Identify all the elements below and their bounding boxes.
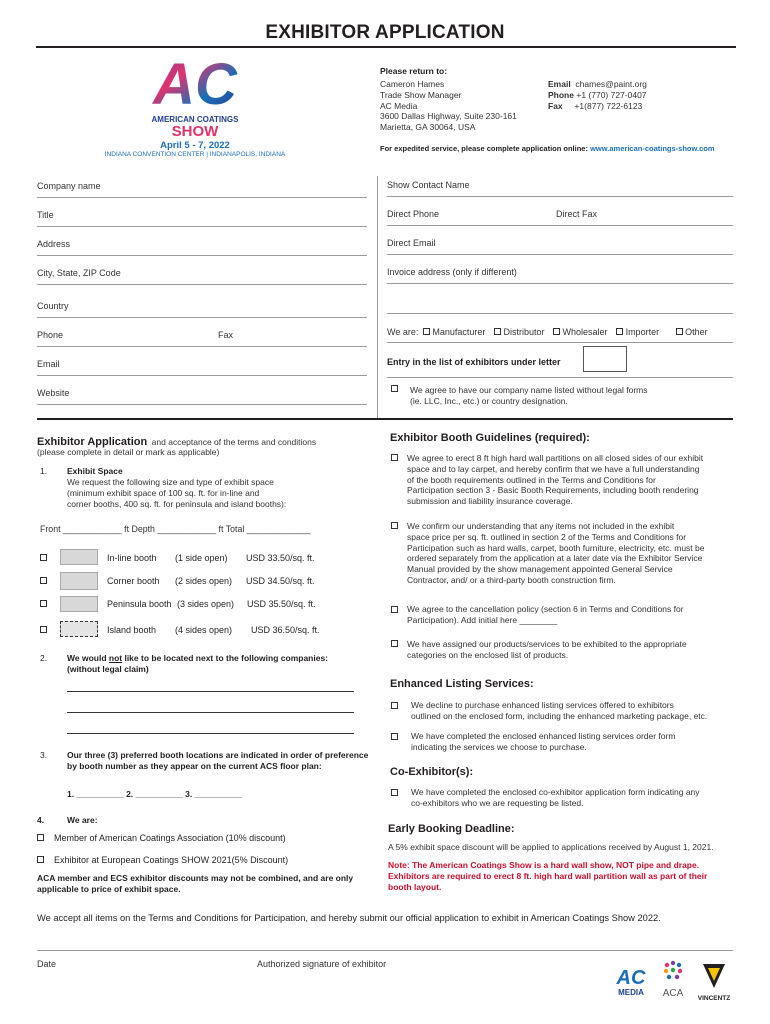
field-company-name: Company name — [37, 181, 101, 191]
app-heading-rest: and acceptance of the terms and conditions — [151, 437, 317, 447]
title-rule — [36, 46, 736, 48]
booth-name: In-line booth — [107, 553, 157, 563]
booth-name: Corner booth — [107, 576, 160, 586]
field-title: Title — [37, 210, 54, 220]
coexhibitor-text — [411, 787, 700, 809]
checkbox[interactable] — [40, 626, 47, 633]
field-line[interactable] — [387, 225, 733, 226]
item2-text — [67, 653, 328, 675]
inline-booth-icon — [60, 549, 98, 565]
field-line[interactable] — [387, 254, 733, 255]
checkbox[interactable] — [391, 733, 398, 740]
field-show-contact: Show Contact Name — [387, 180, 470, 190]
checkbox[interactable] — [391, 702, 398, 709]
field-line[interactable] — [387, 313, 733, 314]
booth-price: USD 34.50/sq. ft. — [246, 576, 315, 586]
checkbox[interactable] — [391, 640, 398, 647]
vincentz-logo — [695, 962, 733, 1002]
guidelines-heading: Exhibitor Booth Guidelines (required): — [390, 432, 590, 444]
text-line: Our three (3) preferred booth locations are indicated in order of preference — [67, 750, 369, 760]
field-line[interactable] — [37, 226, 367, 227]
field-line[interactable] — [37, 375, 367, 376]
vincentz-shield-icon — [701, 962, 727, 990]
enhanced-completed — [411, 731, 675, 753]
booth-sides: (1 side open) — [175, 553, 228, 563]
address-line: AC Media — [380, 100, 418, 111]
dimensions-row[interactable]: Front ____________ ft Depth ____________ ft Total _____________ — [40, 524, 311, 534]
text-line: corner booths, 400 sq. ft. for peninsula and island booths): — [67, 498, 287, 509]
field-direct-fax: Direct Fax — [556, 209, 598, 219]
ac-media-mark: AC — [616, 967, 646, 989]
text-line: space price per sq. ft. outlined in section 2 of the Terms and Conditions for — [407, 531, 687, 542]
item1-num: 1. — [40, 466, 48, 476]
field-line[interactable] — [37, 404, 367, 405]
text-line: We agree to have our company name listed without legal forms — [410, 385, 648, 395]
item3-text — [67, 750, 368, 772]
show-dates: April 5 - 7, 2022 — [160, 140, 230, 151]
checkbox[interactable] — [676, 328, 683, 335]
company-line-3[interactable] — [67, 733, 354, 734]
text-line: We decline to purchase enhanced listing services offered to exhibitors — [411, 700, 674, 710]
field-invoice: Invoice address (only if different) — [387, 267, 517, 277]
text-line: We agree to erect 8 ft high hard wall partitions on all closed sides of our exhibit — [407, 453, 704, 463]
text-line: We have assigned our products/services to be exhibited to the appropriate — [407, 639, 687, 649]
text-line: We agree to the cancellation policy (section 6 in Terms and Conditions for — [407, 604, 684, 614]
option-importer: Importer — [625, 327, 660, 337]
text-line: Participation). Add initial here ________ — [407, 614, 558, 625]
text-part: like to be located next to the following companies: — [122, 653, 329, 663]
section-rule — [37, 418, 733, 420]
guideline-4 — [407, 639, 687, 661]
online-text: For expedited service, please complete application online: — [380, 144, 588, 153]
email-value[interactable]: chames@paint.org — [575, 79, 647, 89]
text-line: space and to lay carpet, and hereby confirm that we have a full understanding — [407, 463, 700, 474]
option-distributor: Distributor — [503, 327, 545, 337]
corner-booth-icon — [60, 572, 98, 590]
peninsula-booth-icon — [60, 596, 98, 612]
checkbox[interactable] — [391, 606, 398, 613]
text-line: (minimum exhibit space of 100 sq. ft. for in-line and — [67, 487, 260, 498]
address-line: Marietta, GA 30064, USA — [380, 122, 476, 133]
field-email: Email — [37, 359, 60, 369]
checkbox[interactable] — [494, 328, 501, 335]
member-ecs: Exhibitor at European Coatings SHOW 2021(5% Discount) — [54, 855, 289, 865]
return-contact — [548, 79, 647, 111]
show-logo — [150, 54, 240, 144]
text-line: booth layout. — [388, 881, 442, 892]
return-heading: Please return to: — [380, 66, 448, 76]
we-are-row — [387, 327, 708, 337]
field-line[interactable] — [37, 255, 367, 256]
checkbox[interactable] — [391, 789, 398, 796]
field-line — [387, 342, 733, 343]
enhanced-decline — [411, 700, 707, 722]
checkbox[interactable] — [391, 385, 398, 392]
guideline-2 — [407, 521, 704, 586]
company-line-2[interactable] — [67, 712, 354, 713]
text-line: Exhibitors are required to erect 8 ft. high hard wall partition wall as part of their — [388, 870, 708, 881]
checkbox[interactable] — [40, 600, 47, 607]
checkbox[interactable] — [40, 577, 47, 584]
app-heading-bold: Exhibitor Application — [37, 436, 148, 448]
booth-price: USD 35.50/sq. ft. — [247, 599, 316, 609]
enhanced-heading: Enhanced Listing Services: — [390, 678, 534, 690]
address-line: Cameron Hames — [380, 79, 445, 89]
item2-num: 2. — [40, 653, 48, 663]
field-line[interactable] — [37, 346, 367, 347]
ac-media-word: MEDIA — [618, 988, 644, 997]
text-line: by booth number as they appear on the current ACS floor plan: — [67, 760, 322, 771]
checkbox[interactable] — [391, 454, 398, 461]
early-text: A 5% exhibit space discount will be applied to applications received by August 1, 2021. — [388, 842, 714, 852]
early-heading: Early Booking Deadline: — [388, 823, 515, 835]
field-line — [387, 377, 733, 378]
booth-sides: (4 sides open) — [175, 625, 233, 635]
return-address — [380, 79, 517, 133]
svg-text:AC: AC — [153, 54, 237, 112]
field-line[interactable] — [37, 284, 367, 285]
field-line[interactable] — [387, 283, 733, 284]
item4-title: We are: — [67, 815, 98, 825]
field-country: Country — [37, 301, 69, 311]
booth-price: USD 36.50/sq. ft. — [251, 625, 320, 635]
fax-label: Fax — [548, 100, 563, 111]
field-address: Address — [37, 239, 71, 249]
coexhibitor-heading: Co-Exhibitor(s): — [390, 766, 474, 778]
option-wholesaler: Wholesaler — [562, 327, 608, 337]
booth-price: USD 33.50/sq. ft. — [246, 553, 315, 563]
online-note — [380, 144, 715, 153]
text-line: (without legal claim) — [67, 663, 149, 674]
guideline-3 — [407, 604, 684, 626]
column-divider — [377, 176, 378, 418]
text-line: Participation such as hard walls, carpet, booth furniture, electricity, etc. must be — [407, 542, 705, 553]
field-line[interactable] — [37, 197, 367, 198]
item1-title: Exhibit Space — [67, 466, 123, 476]
field-fax: Fax — [218, 330, 234, 340]
field-website: Website — [37, 388, 70, 398]
booth-name: Peninsula booth — [107, 599, 172, 609]
name-agree-text — [410, 385, 648, 407]
discount-note — [37, 873, 353, 895]
text-line: We confirm our understanding that any items not included in the exhibit — [407, 521, 675, 531]
signature-line[interactable] — [37, 950, 733, 951]
checkbox[interactable] — [391, 522, 398, 529]
aca-word: ACA — [662, 988, 684, 999]
option-manufacturer: Manufacturer — [432, 327, 486, 337]
signature-label: Authorized signature of exhibitor — [257, 959, 387, 969]
we-are-label: We are: — [387, 327, 419, 337]
item1-text — [67, 477, 286, 509]
email-label: Email — [548, 79, 571, 89]
booth-preferences[interactable]: 1. __________ 2. __________ 3. __________ — [67, 789, 242, 799]
show-venue: INDIANA CONVENTION CENTER | INDIANAPOLIS, INDIANA — [104, 151, 286, 158]
app-subheading: (please complete in detail or mark as applicable) — [37, 447, 220, 457]
phone-label: Phone — [548, 89, 574, 100]
page-title: EXHIBITOR APPLICATION — [265, 22, 505, 43]
checkbox[interactable] — [553, 328, 560, 335]
text-line: Contractor, and/ or a third-party booth construction firm. — [407, 574, 616, 585]
text-line: ordered separately from the application at a later date via the Exhibitor Service — [407, 553, 703, 564]
member-aca: Member of American Coatings Association (10% discount) — [54, 833, 286, 843]
logo-line2: SHOW — [171, 123, 219, 140]
booth-sides: (3 sides open) — [177, 599, 235, 609]
vincentz-word: VINCENTZ — [697, 995, 731, 1002]
company-line-1[interactable] — [67, 691, 354, 692]
text-part: We would — [67, 653, 109, 663]
field-phone: Phone — [37, 330, 64, 340]
option-other: Other — [685, 327, 708, 337]
item3-num: 3. — [40, 750, 48, 760]
booth-sides: (2 sides open) — [175, 576, 233, 586]
text-line: We have completed the enclosed co-exhibitor application form indicating any — [411, 787, 700, 797]
item4-num: 4. — [37, 815, 45, 825]
text-line: submission and liability insurance coverage. — [407, 496, 573, 507]
entry-letter-label: Entry in the list of exhibitors under letter — [387, 357, 561, 367]
ac-letters-icon — [150, 54, 240, 112]
text-line: outlined on the enclosed form, including the enhanced marketing package, etc. — [411, 710, 708, 721]
acceptance-statement: We accept all items on the Terms and Conditions for Participation, and hereby submit our official application to exhibit in American Coatings Show 2022. — [37, 913, 661, 923]
checkbox[interactable] — [37, 834, 44, 841]
text-line: Note: The American Coatings Show is a hard wall show, NOT pipe and drape. — [388, 860, 700, 870]
field-line[interactable] — [37, 317, 367, 318]
text-part: not — [108, 653, 123, 663]
online-link[interactable]: www.american-coatings-show.com — [590, 144, 715, 153]
field-direct-phone: Direct Phone — [387, 209, 440, 219]
checkbox[interactable] — [37, 856, 44, 863]
fax-value: +1(877) 722-6123 — [574, 100, 643, 111]
checkbox[interactable] — [423, 328, 430, 335]
date-label: Date — [37, 959, 57, 969]
text-line: co-exhibitors who we are requesting be listed. — [411, 797, 584, 808]
text-line: indicating the services we choose to purchase. — [411, 741, 587, 752]
address-line: 3600 Dallas Highway, Suite 230-161 — [380, 111, 517, 122]
aca-burst-icon — [661, 960, 685, 984]
text-line: We have completed the enclosed enhanced listing services order form — [411, 731, 676, 741]
text-line: Participation section 3 - Basic Booth Requirements, including booth rendering — [407, 485, 699, 496]
text-line: (ie. LLC, Inc., etc.) or country designation. — [410, 395, 568, 406]
entry-letter-box[interactable] — [583, 346, 627, 372]
booth-name: Island booth — [107, 625, 157, 635]
guideline-1 — [407, 453, 703, 507]
text-line: ACA member and ECS exhibitor discounts may not be combined, and are only — [37, 873, 354, 883]
field-line[interactable] — [387, 196, 733, 197]
phone-value: +1 (770) 727-0407 — [576, 89, 647, 100]
ac-media-logo — [612, 968, 650, 997]
checkbox[interactable] — [616, 328, 623, 335]
field-direct-email: Direct Email — [387, 238, 436, 248]
text-line: We request the following size and type of exhibit space — [67, 477, 274, 487]
text-line: categories on the enclosed list of products. — [407, 649, 569, 660]
logo-line1: AMERICAN COATINGS — [151, 115, 239, 124]
text-line: applicable to price of exhibit space. — [37, 883, 181, 894]
hard-wall-note — [388, 860, 707, 892]
address-line: Trade Show Manager — [380, 89, 462, 100]
checkbox[interactable] — [40, 554, 47, 561]
field-city: City, State, ZIP Code — [37, 268, 121, 278]
island-booth-icon — [60, 621, 98, 637]
text-line: Manual provided by the show management appointed General Service — [407, 564, 673, 575]
text-line: of the booth requirements outlined in the Terms and Conditions for — [407, 474, 656, 485]
aca-logo — [658, 960, 688, 999]
